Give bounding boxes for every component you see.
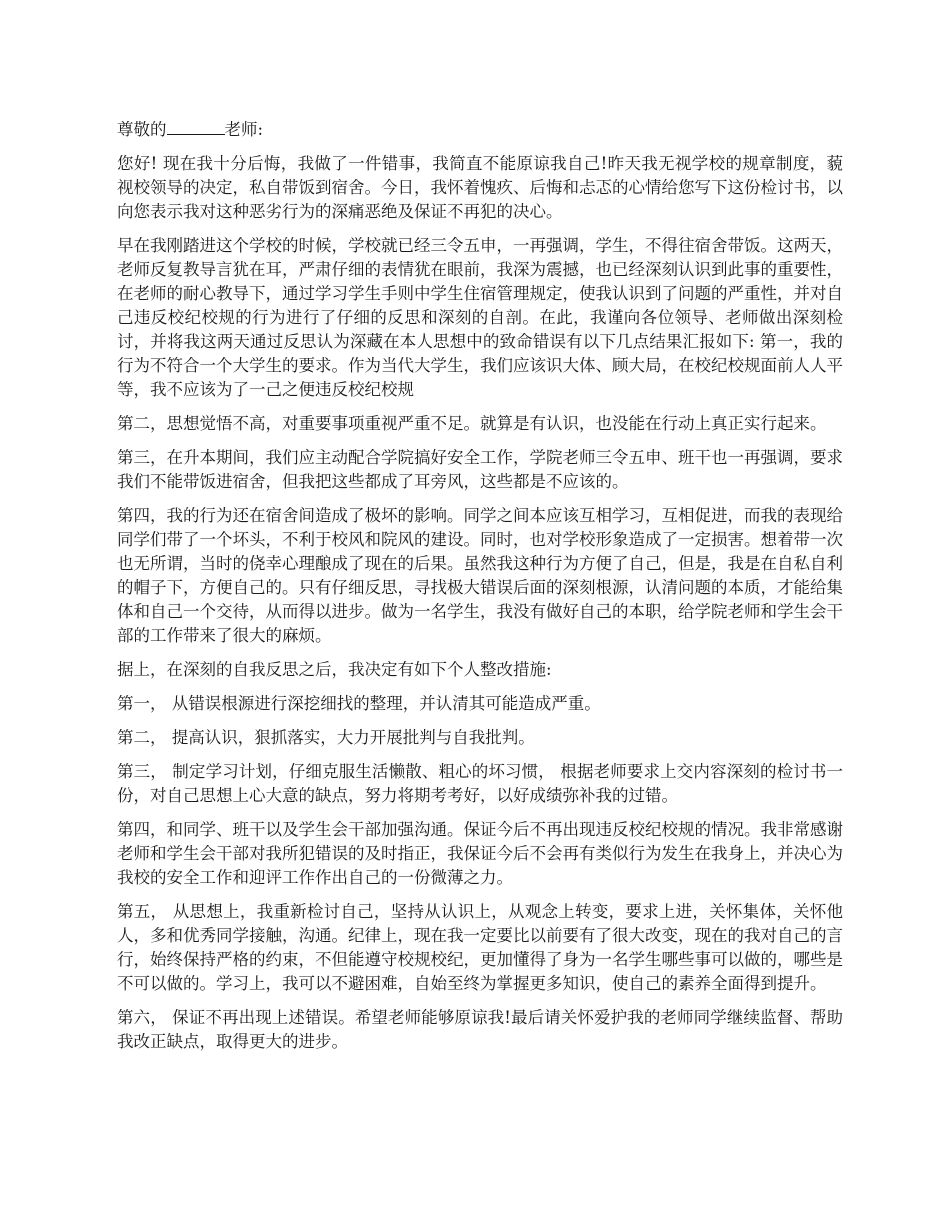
salutation — [117, 118, 843, 142]
paragraph-point-2: 第二，思想觉悟不高，对重要事项重视严重不足。就算是有认识，也没能在行动上真正实行起来。 — [117, 414, 827, 433]
name-blank — [167, 118, 225, 135]
paragraph-measure-4: 第四，和同学、班干以及学生会干部加强沟通。保证今后不再出现违反校纪校规的情况。我非常感谢老师和学生会干部对我所犯错误的及时指正，我保证今后不会再有类似行为发生在我身上，并决心为我校的安全工作和迎评工作作出自己的一份微薄之力。 — [117, 820, 843, 887]
salutation-prefix: 尊敬的 — [117, 120, 167, 139]
paragraph-measure-5: 第五， 从思想上，我重新检讨自己，坚持从认识上，从观念上转变，要求上进，关怀集体，关怀他人，多和优秀同学接触，沟通。纪律上，现在我一定要比以前要有了很大改变，现在的我对自己的言行，始终保持严格的约束，不但能遵守校规校纪，更加懂得了身为一名学生哪些事可以做的，哪些是不可以做的。学习上，我可以不避困难，自始至终为掌握更多知识，使自己的素养全面得到提升。 — [117, 902, 843, 993]
paragraph-measure-6: 第六， 保证不再出现上述错误。希望老师能够原谅我!最后请关怀爱护我的老师同学继续监督、帮助我改正缺点，取得更大的进步。 — [117, 1008, 843, 1051]
paragraph-measure-2: 第二， 提高认识，狠抓落实，大力开展批判与自我批判。 — [117, 728, 535, 747]
paragraph-measure-3: 第三， 制定学习计划，仔细克服生活懒散、粗心的坏习惯， 根据老师要求上交内容深刻的检讨书一份，对自己思想上心大意的缺点，努力将期考考好，以好成绩弥补我的过错。 — [117, 762, 843, 805]
paragraph-point-3: 第三，在升本期间，我们应主动配合学院搞好安全工作，学院老师三令五申、班干也一再强调，要求我们不能带饭进宿舍，但我把这些都成了耳旁风，这些都是不应该的。 — [117, 448, 843, 491]
paragraph-background: 早在我刚踏进这个学校的时候，学校就已经三令五申，一再强调，学生，不得往宿舍带饭。这两天，老师反复教导言犹在耳，严肃仔细的表情犹在眼前，我深为震撼，也已经深刻认识到此事的重要性，在老师的耐心教导下，通过学习学生手则中学生住宿管理规定，使我认识到了问题的严重性，并对自己违反校纪校规的行为进行了仔细的反思和深刻的自剖。在此，我谨向各位领导、老师做出深刻检讨，并将我这两天通过反思认为深藏在本人思想中的致命错误有以下几点结果汇报如下: 第一，我的行为不符合一个大学生的要求。作为当代大学生，我们应该识大体、顾大局，在校纪校规面前人人平等，我不应该为了一己之便违反校纪校规 — [117, 236, 843, 399]
salutation-suffix: 老师: — [224, 120, 264, 139]
paragraph-greeting: 您好! 现在我十分后悔，我做了一件错事，我简直不能原谅我自己!昨天我无视学校的规章制度，藐视校领导的决定，私自带饭到宿舍。今日，我怀着愧疚、后悔和忐忑的心情给您写下这份检讨书，以向您表示我对这种恶劣行为的深痛恶绝及保证不再犯的决心。 — [117, 154, 843, 221]
paragraph-measures-intro: 据上，在深刻的自我反思之后，我决定有如下个人整改措施: — [117, 660, 552, 679]
letter-body — [117, 118, 843, 1064]
paragraph-point-4: 第四，我的行为还在宿舍间造成了极坏的影响。同学之间本应该互相学习，互相促进，而我的表现给同学们带了一个坏头，不利于校风和院风的建设。同时，也对学校形象造成了一定损害。想着带一次也无所谓，当时的侥幸心理酿成了现在的后果。虽然我这种行为方便了自己，但是，我是在自私自利的帽子下，方便自己的。只有仔细反思，寻找极大错误后面的深刻根源，认清问题的本质，才能给集体和自己一个交待，从而得以进步。做为一名学生，我没有做好自己的本职，给学院老师和学生会干部的工作带来了很大的麻烦。 — [117, 506, 843, 645]
paragraph-measure-1: 第一， 从错误根源进行深挖细找的整理，并认清其可能造成严重。 — [117, 694, 601, 713]
